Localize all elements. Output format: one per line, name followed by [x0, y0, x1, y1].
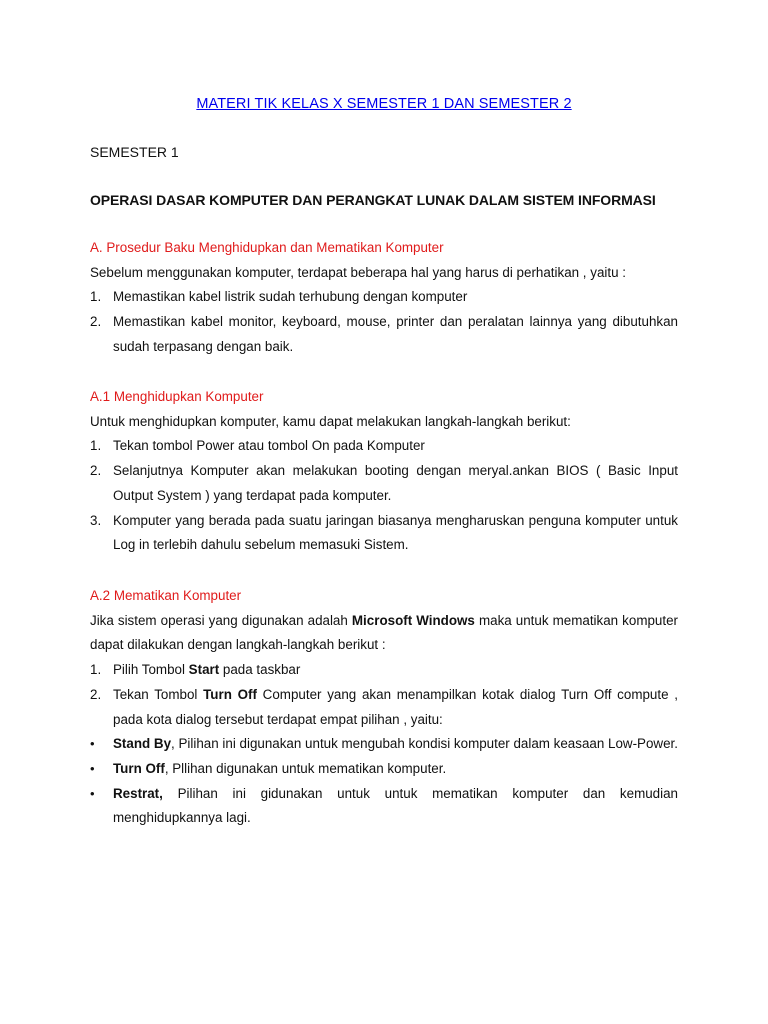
bullet-icon: •	[90, 785, 95, 801]
list-item	[90, 434, 678, 459]
list-item-text: Selanjutnya Komputer akan melakukan booting dengan meryal.ankan BIOS ( Basic Input Output System ) yang terdapat pada komputer.	[113, 463, 678, 503]
section-a-heading: A. Prosedur Baku Menghidupkan dan Mematikan Komputer	[90, 240, 444, 255]
list-number: 1.	[90, 438, 102, 454]
semester-label: SEMESTER 1	[90, 144, 179, 160]
item-text: Computer yang akan menampilkan kotak dialog Turn Off compute , pada kota dialog tersebut terdapat empat pilihan , yaitu:	[113, 686, 678, 727]
list-item-text: Memastikan kabel monitor, keyboard, mouse, printer dan peralatan lainnya yang dibutuhkan sudah terpasang dengan baik.	[113, 314, 678, 354]
intro-text: maka untuk mematikan komputer dapat dilakukan dengan langkah-langkah berikut :	[90, 612, 678, 653]
list-item	[90, 683, 678, 732]
bullet-item	[90, 782, 678, 831]
item-bold-text: Turn Off	[203, 686, 257, 702]
bullet-bold-text: Stand By	[113, 736, 172, 752]
list-number: 2.	[90, 686, 102, 702]
bullet-item	[90, 757, 678, 782]
bullet-text	[113, 761, 446, 776]
document-title[interactable]: MATERI TIK KELAS X SEMESTER 1 DAN SEMESTER 2	[196, 96, 572, 112]
bullet-icon: •	[90, 760, 95, 776]
bullet-item	[90, 732, 678, 757]
list-number: 1.	[90, 289, 102, 305]
bullet-bold-text: Turn Off	[113, 760, 165, 776]
list-item-text: Komputer yang berada pada suatu jaringan biasanya mengharuskan penguna komputer untuk Log in terlebih dahulu sebelum memasuki Sistem.	[113, 512, 678, 553]
intro-text: Jika sistem operasi yang digunakan adalah	[90, 612, 352, 628]
list-number: 3.	[90, 512, 102, 528]
intro-bold-text: Microsoft Windows	[351, 612, 475, 628]
list-item	[90, 658, 678, 683]
topic-heading: OPERASI DASAR KOMPUTER DAN PERANGKAT LUNAK DALAM SISTEM INFORMASI	[90, 192, 656, 208]
section-a1-intro: Untuk menghidupkan komputer, kamu dapat melakukan langkah-langkah berikut:	[90, 413, 571, 429]
list-number: 2.	[90, 314, 102, 330]
section-a1	[90, 385, 678, 558]
section-a-intro: Sebelum menggunakan komputer, terdapat beberapa hal yang harus di perhatikan , yaitu :	[90, 264, 626, 280]
bullet-bold-text: Restrat,	[113, 785, 163, 801]
bullet-text	[113, 736, 678, 751]
bullet-body-text: , Pllihan digunakan untuk mematikan komputer.	[164, 760, 447, 776]
bullet-icon: •	[90, 736, 95, 752]
item-bold-text: Start	[188, 662, 220, 678]
list-item	[90, 285, 678, 310]
section-a	[90, 236, 678, 360]
list-item	[90, 509, 678, 558]
section-a2-heading: A.2 Mematikan Komputer	[90, 588, 242, 603]
list-item-text: Tekan tombol Power atau tombol On pada Komputer	[113, 438, 425, 454]
bullet-body-text: Pilihan ini gidunakan untuk untuk mematikan komputer dan kemudian menghidupkannya lagi.	[113, 785, 678, 826]
list-item	[90, 459, 678, 508]
item-text: pada taskbar	[219, 662, 301, 678]
list-item-text: Memastikan kabel listrik sudah terhubung dengan komputer	[113, 289, 468, 305]
section-a2	[90, 584, 678, 831]
section-a2-intro	[90, 609, 678, 658]
list-item	[90, 310, 678, 359]
list-number: 1.	[90, 662, 102, 678]
list-number: 2.	[90, 463, 102, 479]
bullet-text	[113, 786, 678, 826]
bullet-body-text: , Pilihan ini digunakan untuk mengubah kondisi komputer dalam keasaan Low-Power.	[171, 736, 678, 752]
item-text: Pilih Tombol	[113, 662, 189, 678]
list-item-text	[113, 687, 678, 727]
item-text: Tekan Tombol	[113, 686, 204, 702]
section-a1-heading: A.1 Menghidupkan Komputer	[90, 389, 264, 404]
list-item-text	[113, 662, 300, 677]
